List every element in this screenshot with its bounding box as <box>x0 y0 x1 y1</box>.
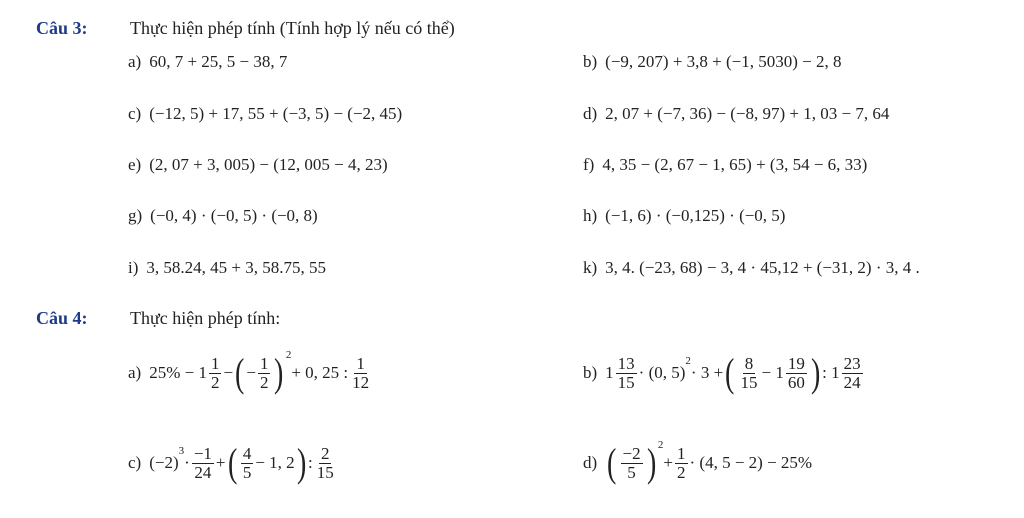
expr-text: − <box>223 363 234 382</box>
left-paren: ( <box>227 440 237 485</box>
question-4-label: Câu 4: <box>36 308 88 328</box>
question-3-title: Thực hiện phép tính (Tính hợp lý nếu có thể) <box>130 18 455 38</box>
item-label: f) <box>583 155 595 174</box>
expr-text: − 1 <box>761 363 784 382</box>
denominator: 24 <box>194 462 212 482</box>
item-label: b) <box>583 52 598 71</box>
q3-item-d <box>583 104 889 124</box>
expr-text: · (0, 5) <box>638 363 686 382</box>
denominator: 5 <box>627 462 636 482</box>
expr-text: : <box>308 453 313 472</box>
denominator: 2 <box>677 462 686 482</box>
fraction <box>350 355 371 392</box>
question-3-label: Câu 3: <box>36 18 88 38</box>
fraction <box>258 355 271 392</box>
item-label: b) <box>583 363 598 382</box>
numerator: 1 <box>210 353 220 373</box>
exponent: 2 <box>685 355 691 367</box>
left-paren: ( <box>235 350 245 395</box>
fraction <box>616 355 637 392</box>
q4-item-a <box>128 345 373 401</box>
numerator: 19 <box>787 353 805 373</box>
denominator: 2 <box>259 372 269 392</box>
expr-text: : 1 <box>822 363 840 382</box>
q3-item-g <box>128 206 318 226</box>
expression: 4, 35 − (2, 67 − 1, 65) + (3, 54 − 6, 33) <box>602 155 868 174</box>
item-label: c) <box>128 453 142 472</box>
denominator: 5 <box>242 462 252 482</box>
expr-text: + <box>663 453 674 472</box>
fraction <box>315 445 336 482</box>
fraction <box>786 355 807 392</box>
fraction <box>241 445 254 482</box>
q4-item-d <box>583 435 812 491</box>
item-label: c) <box>128 104 142 123</box>
item-label: h) <box>583 206 598 225</box>
right-paren: ) <box>810 350 821 395</box>
right-paren: ) <box>646 440 656 485</box>
item-label: a) <box>128 363 142 382</box>
denominator: 15 <box>740 372 758 392</box>
fraction <box>621 445 643 482</box>
expr-text: · <box>184 453 190 472</box>
denominator: 24 <box>843 372 861 392</box>
expression: 3, 58.24, 45 + 3, 58.75, 55 <box>146 258 326 277</box>
q3-item-b <box>583 52 842 72</box>
numerator: 1 <box>677 443 686 463</box>
expr-text: · (4, 5 − 2) − 25% <box>689 453 813 472</box>
denominator: 15 <box>617 372 635 392</box>
left-paren: ( <box>725 350 735 395</box>
q3-item-h <box>583 206 785 226</box>
item-label: i) <box>128 258 139 277</box>
q4-item-b <box>583 345 865 401</box>
expression: (−12, 5) + 17, 55 + (−3, 5) − (−2, 45) <box>149 104 403 123</box>
numerator: 2 <box>320 443 330 463</box>
fraction <box>192 445 214 482</box>
expr-text: 1 <box>605 363 614 382</box>
question-4-title: Thực hiện phép tính: <box>130 308 281 328</box>
expr-text: − 1, 2 <box>255 453 295 472</box>
fraction <box>738 355 759 392</box>
numerator: 23 <box>843 353 861 373</box>
numerator: −2 <box>622 443 641 463</box>
denominator: 12 <box>352 372 370 392</box>
expression: 3, 4. (−23, 68) − 3, 4 · 45,12 + (−31, 2) · 3, 4 . <box>605 258 920 277</box>
expr-text: · 3 + <box>690 363 724 382</box>
q3-item-k <box>583 258 920 278</box>
expression: (−9, 207) + 3,8 + (−1, 5030) − 2, 8 <box>605 52 842 71</box>
right-paren: ) <box>274 350 284 395</box>
q3-item-e <box>128 155 388 175</box>
right-paren: ) <box>296 440 307 485</box>
exponent: 3 <box>178 445 185 457</box>
expr-text: − <box>246 363 256 382</box>
q3-item-i <box>128 258 326 278</box>
fraction <box>209 355 222 392</box>
denominator: 60 <box>787 372 805 392</box>
numerator: 13 <box>617 353 635 373</box>
q3-item-a <box>128 52 287 72</box>
item-label: a) <box>128 52 142 71</box>
numerator: 1 <box>356 353 365 373</box>
fraction <box>675 445 688 482</box>
expression: 60, 7 + 25, 5 − 38, 7 <box>149 52 288 71</box>
item-label: d) <box>583 453 598 472</box>
exponent: 2 <box>285 349 292 361</box>
q3-item-f <box>583 155 867 175</box>
numerator: 1 <box>259 353 269 373</box>
exponent: 2 <box>657 439 664 451</box>
item-label: k) <box>583 258 598 277</box>
expression: 2, 07 + (−7, 36) − (−8, 97) + 1, 03 − 7, 64 <box>605 104 890 123</box>
item-label: g) <box>128 206 143 225</box>
fraction <box>842 355 863 392</box>
denominator: 2 <box>210 372 220 392</box>
expression: (−0, 4) · (−0, 5) · (−0, 8) <box>150 206 318 225</box>
expr-text: + 0, 25 : <box>291 363 349 382</box>
expr-text: (−2) <box>149 453 179 472</box>
q4-item-c <box>128 435 338 491</box>
expression: (2, 07 + 3, 005) − (12, 005 − 4, 23) <box>149 155 388 174</box>
q3-item-c <box>128 104 402 124</box>
numerator: 8 <box>744 353 754 373</box>
left-paren: ( <box>607 440 617 485</box>
expr-text: + <box>215 453 226 472</box>
item-label: d) <box>583 104 598 123</box>
expr-text: 25% − 1 <box>149 363 207 382</box>
denominator: 15 <box>316 462 334 482</box>
numerator: −1 <box>193 443 212 463</box>
expression: (−1, 6) · (−0,125) · (−0, 5) <box>605 206 786 225</box>
numerator: 4 <box>242 443 252 463</box>
item-label: e) <box>128 155 142 174</box>
